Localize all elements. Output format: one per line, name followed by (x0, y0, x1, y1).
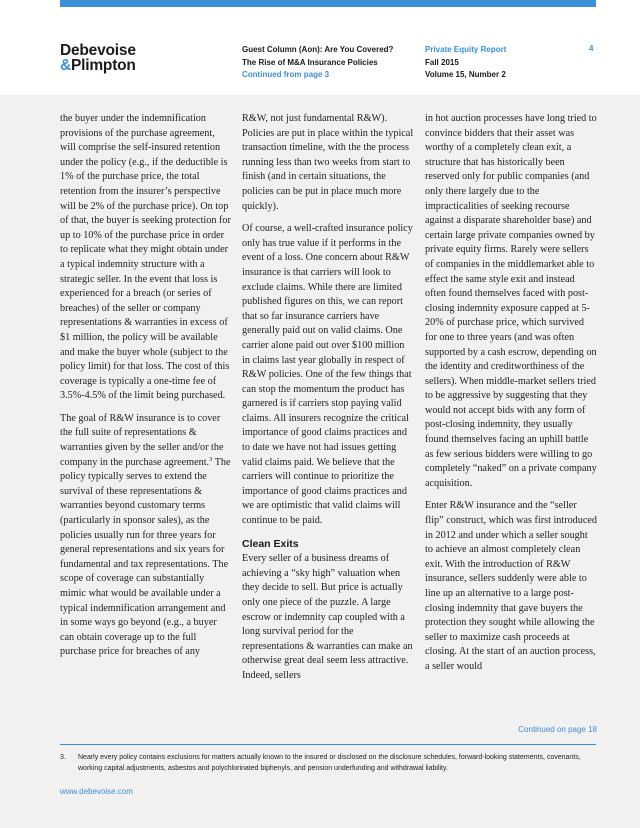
footnote-ref-3[interactable]: 3 (209, 455, 213, 463)
publication-name: Private Equity Report (425, 45, 507, 54)
col2-paragraph-3: Every seller of a business dreams of achieving a “sky high” valuation when they decide to sell. But price is actually only one piece of the puzzle. A large escrow or indemnity cap coupled with a long survival period for the representations & warranties can make an otherwise great deal seem less attractive. Indeed, sellers (242, 553, 413, 681)
col1-paragraph-2 (60, 412, 232, 660)
page-number: 4 (589, 44, 594, 53)
footnote-divider (60, 744, 596, 745)
article-title-line-1: Guest Column (Aon): Are You Covered? (242, 45, 394, 54)
footer-website-link[interactable]: www.debevoise.com (60, 787, 133, 796)
col2-paragraph-1: R&W, not just fundamental R&W). Policies are put in place within the typical transaction timeline, with the the process running less than two weeks from start to finish (and in certain situations, the policies can be put in place much more quickly). (242, 113, 414, 212)
page-header (0, 7, 640, 95)
volume-number: Volume 15, Number 2 (425, 70, 506, 79)
footnote-number: 3. (60, 754, 66, 761)
text-column-2 (242, 112, 414, 692)
col1-paragraph-2-rest: The policy typically serves to extend the survival of these representations & warranties beyond customary terms (particularly in sponsor sales), as the policies usually run for three years for general representations and six years for fundamental and tax representations. The scope of coverage can substantially mimic what would be available under a typical indemnification arrangement and in some ways go beyond (e.g., a buyer can obtain coverage up to the full purchase price for breaches of any (60, 456, 231, 658)
top-accent-bar (60, 0, 596, 7)
logo-line-2 (60, 58, 136, 73)
text-column-1 (60, 112, 232, 668)
text-column-3 (425, 112, 597, 683)
publication-block (425, 44, 506, 82)
col3-paragraph-1: in hot auction processes have long tried to convince bidders that their asset was worthy of a completely clean exit, a structure that has historically been reserved only for public companies (and only there largely due to the impracticalities of seeking recourse against a disparate shareholder base) and certain large private companies owned by private equity firms. Rarely were sellers of companies in the middlemarket able to effect the same style exit and instead often found themselves faced with post-closing indemnity exposure capped at 5-20% of purchase price, which survived for one to three years (and was often supported by a cash escrow, depending on the identity and creditworthiness of the sellers). When middle-market sellers tried to be aggressive by suggesting that they would not accept bids with any form of post-closing indemnity, they usually found themselves facing an uphill battle as few serious bidders were willing to go completely “naked” on a private company acquisition. (425, 113, 597, 489)
issue-date: Fall 2015 (425, 57, 459, 67)
footnote-text: Nearly every policy contains exclusions for matters actually known to the insured or disclosed on the disclosure schedules, forward-looking statements, covenants, working capital adjustments, asbestos and polychlorinated biphenyls, and pension underfunding and withdrawal liability. (78, 754, 581, 772)
section-heading-clean-exits: Clean Exits (242, 537, 299, 550)
firm-logo (60, 43, 136, 73)
col2-paragraph-2: Of course, a well-crafted insurance policy only has true value if it performs in the event of a loss. One concern about R&W insurance is that carriers will look to exclude claims. While there are limited published figures on this, we can report that so far insurance carriers have generally paid out on valid claims. One carrier alone paid out over $100 million in claims last year globally in respect of R&W policies. One of the few things that can stop the momentum the product has garnered is if carriers stop paying valid claims. All insurers recognize the critical importance of good claims practices and to date we have not had issues getting valid claims paid. We believe that the carriers will continue to prioritize the importance of good claims practices and we are optimistic that valid claims will continue to be paid. (242, 223, 413, 527)
col3-paragraph-2: Enter R&W insurance and the “seller flip” construct, which was first introduced in 2012 and under which a seller sought to achieve an almost completely clean exit. With the introduction of R&W insurance, sellers suddenly were able to line up an alternative to a large post-closing indemnity that gave buyers the protection they sought while allowing the seller to maximize cash proceeds at closing. At the start of an auction process, a seller would (425, 500, 598, 672)
continued-on-link[interactable]: Continued on page 18 (518, 725, 597, 734)
footnote (60, 753, 596, 774)
continued-from-link[interactable]: Continued from page 3 (242, 70, 330, 79)
article-title-block (242, 44, 393, 82)
col1-paragraph-2-text: The goal of R&W insurance is to cover the full suite of representations & warranties given by the seller and/or the company in the purchase agreement. (60, 412, 224, 468)
logo-line-1: Debevoise (60, 42, 136, 59)
logo-line-2-text: Plimpton (71, 57, 136, 74)
article-title-line-2: The Rise of M&A Insurance Policies (242, 57, 378, 67)
col1-paragraph-1: the buyer under the indemnification provisions of the purchase agreement, will comprise the self-insured retention under the policy (e.g., if the deductible is 1% of the purchase price, the total retention from the insurer’s perspective will be 2% of the purchase price). On top of that, the buyer is seeking protection for up to 10% of the purchase price in order to replicate what they might obtain under a typical indemnity structure with a strategic seller. In the event that loss is experienced for a breach (or series of breaches) of the seller or company representations & warranties in excess of $1 million, the policy will be available and make the buyer whole (subject to the policy limit) for that loss. The cost of this coverage is typically a one-time fee of 3.5%-4.5% of the limit being purchased. (60, 113, 231, 402)
logo-ampersand: & (60, 57, 71, 74)
